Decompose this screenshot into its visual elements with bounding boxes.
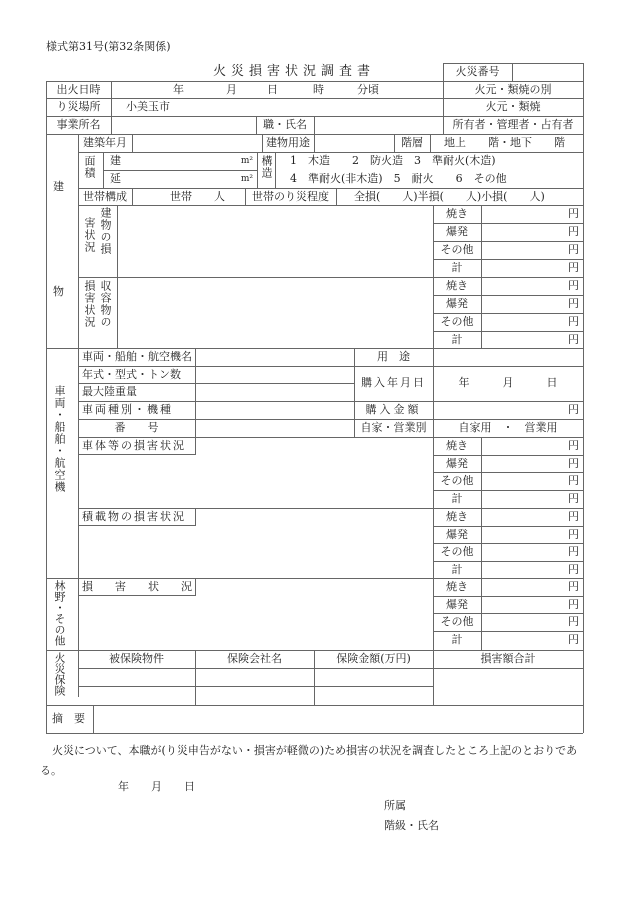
cost-label-burn: 焼き [446, 207, 468, 220]
contents-damage-label-b: 収容物の [99, 280, 112, 328]
damage-degree-value[interactable]: 全損( 人)半損( 人)小損( 人) [354, 190, 545, 203]
outbreak-day: 日 [267, 83, 278, 96]
cost-label-other: その他 [440, 243, 474, 256]
building-damage-field[interactable] [118, 206, 432, 276]
cost-label-burn: 焼き [446, 279, 468, 292]
cost-label-total: 計 [451, 261, 463, 274]
cost-amount-burn[interactable]: 円 [568, 510, 579, 523]
location-value[interactable]: 小美玉市 [126, 100, 170, 113]
contents-damage-field[interactable] [118, 278, 432, 347]
cost-label-explosion: 爆発 [446, 457, 468, 470]
cost-amount-other[interactable]: 円 [568, 615, 579, 628]
affiliation-label: 所属 [384, 799, 406, 812]
summary-label: 摘 要 [52, 712, 85, 725]
cost-amount-explosion[interactable]: 円 [568, 528, 579, 541]
cost-label-burn: 焼き [446, 439, 468, 452]
cost-amount-explosion[interactable]: 円 [568, 297, 579, 310]
purchase-amount-label: 購入金額 [365, 403, 422, 416]
floors-value[interactable]: 地上 階・地下 階 [444, 136, 565, 149]
private-business-label: 自家・営業別 [360, 421, 427, 434]
building-section-label-1: 建 [53, 180, 64, 193]
outbreak-minute: 分頃 [357, 83, 379, 96]
origin-type-value[interactable]: 火元・類焼 [485, 100, 541, 113]
cost-amount-explosion[interactable]: 円 [568, 598, 579, 611]
position-name-label: 職・氏名 [263, 118, 307, 131]
footer-date: 年 月 日 [118, 780, 195, 793]
outbreak-hour: 時 [313, 83, 324, 96]
form-number: 様式第31号(第32条関係) [46, 40, 171, 53]
household-label: 世帯構成 [83, 190, 127, 203]
cost-label-other: その他 [440, 545, 474, 558]
insurance-col-amount: 保険金額(万円) [336, 652, 411, 665]
cargo-damage-label: 積載物の損害状況 [78, 508, 196, 526]
purchase-date-value[interactable]: 年 月 日 [458, 376, 558, 389]
location-label: り災場所 [56, 100, 101, 113]
body-damage-label: 車体等の損害状況 [78, 437, 196, 455]
forest-section-label: 林野・その他 [53, 580, 66, 646]
cost-label-explosion: 爆発 [446, 598, 468, 611]
business-label: 事業所名 [56, 118, 101, 131]
outbreak-year: 年 [173, 83, 184, 96]
vehicle-section-label: 車両・船舶・航空機 [53, 385, 66, 493]
cost-label-explosion: 爆発 [446, 225, 468, 238]
cost-amount-burn[interactable]: 円 [568, 279, 579, 292]
cost-amount-other[interactable]: 円 [568, 474, 579, 487]
cost-label-explosion: 爆発 [446, 297, 468, 310]
origin-type-label: 火元・類焼の別 [474, 83, 552, 96]
household-value[interactable]: 世帯 人 [170, 190, 225, 203]
cost-amount-explosion[interactable]: 円 [568, 457, 579, 470]
cost-amount-burn[interactable]: 円 [568, 580, 579, 593]
usage-label: 建物用途 [266, 136, 310, 149]
purchase-date-label: 購入年月日 [361, 376, 426, 389]
forest-damage-label: 損 害 状 況 [78, 578, 196, 596]
cost-amount-burn[interactable]: 円 [568, 207, 579, 220]
vehicle-max-load-label: 最大陸重量 [82, 385, 137, 398]
area-building-unit: m² [240, 156, 253, 166]
owner-type-value[interactable]: 所有者・管理者・占有者 [452, 118, 574, 131]
vehicle-model-label: 年式・型式・トン数 [82, 368, 181, 381]
building-damage-label-b: 建物の損 [99, 207, 112, 255]
contents-damage-label-a: 損害状況 [83, 280, 96, 328]
outbreak-month: 月 [226, 83, 237, 96]
floors-label: 階層 [401, 136, 423, 149]
building-damage-label-a: 害状況 [83, 217, 96, 253]
vehicle-type-label: 車両種別・機種 [82, 403, 173, 416]
cost-amount-burn[interactable]: 円 [568, 439, 579, 452]
cost-label-other: その他 [440, 615, 474, 628]
cost-label-total: 計 [451, 563, 463, 576]
footer-statement: 火災について、本職が(り災申告がない・損害が軽微の)ため損害の状況を調査したところ上記のとおりである。 [40, 744, 578, 777]
area-building-label: 建 [110, 154, 121, 167]
building-section-label-2: 物 [53, 285, 64, 298]
private-business-value[interactable]: 自家用 ・ 営業用 [458, 421, 558, 434]
cost-amount-explosion[interactable]: 円 [568, 225, 579, 238]
page-title: 火災損害状況調査書 [213, 64, 376, 79]
fire-number-label: 火災番号 [455, 65, 500, 78]
cost-label-total: 計 [451, 333, 463, 346]
vehicle-number-label: 番 号 [114, 421, 159, 434]
structure-label: 構造 [260, 155, 273, 179]
cost-amount-total[interactable]: 円 [568, 633, 579, 646]
area-label: 面積 [83, 155, 96, 179]
outbreak-label: 出火日時 [56, 83, 101, 96]
cost-label-other: その他 [440, 315, 474, 328]
cost-amount-total[interactable]: 円 [568, 261, 579, 274]
area-total-label: 延 [110, 172, 121, 185]
cost-amount-total[interactable]: 円 [568, 563, 579, 576]
damage-degree-label: 世帯のり災程度 [252, 190, 329, 203]
cost-amount-total[interactable]: 円 [568, 333, 579, 346]
structure-options-2[interactable]: 4 準耐火(非木造) 5 耐火 6 その他 [290, 172, 507, 185]
vehicle-usage-label: 用 途 [377, 350, 410, 363]
fire-number-field[interactable] [513, 64, 582, 81]
insurance-section-label: 火災保険 [53, 652, 66, 696]
insurance-col-total: 損害額合計 [480, 652, 536, 665]
cost-label-burn: 焼き [446, 580, 468, 593]
cost-label-total: 計 [451, 492, 463, 505]
area-total-unit: m² [240, 174, 253, 184]
built-label: 建築年月 [83, 136, 127, 149]
cost-amount-other[interactable]: 円 [568, 545, 579, 558]
cost-amount-other[interactable]: 円 [568, 243, 579, 256]
summary-field[interactable] [94, 706, 582, 732]
rank-name-label: 階級・氏名 [384, 819, 439, 832]
structure-options-1[interactable]: 1 木造 2 防火造 3 準耐火(木造) [290, 154, 496, 167]
cost-amount-total[interactable]: 円 [568, 492, 579, 505]
insurance-col-company: 保険会社名 [227, 652, 282, 665]
cost-label-other: その他 [440, 474, 474, 487]
purchase-amount-yen: 円 [568, 403, 579, 416]
vehicle-name-label: 車両・船舶・航空機名 [82, 350, 192, 363]
cost-label-burn: 焼き [446, 510, 468, 523]
insurance-col-insured: 被保険物件 [109, 652, 164, 665]
cost-label-explosion: 爆発 [446, 528, 468, 541]
cost-label-total: 計 [451, 633, 463, 646]
cost-amount-other[interactable]: 円 [568, 315, 579, 328]
